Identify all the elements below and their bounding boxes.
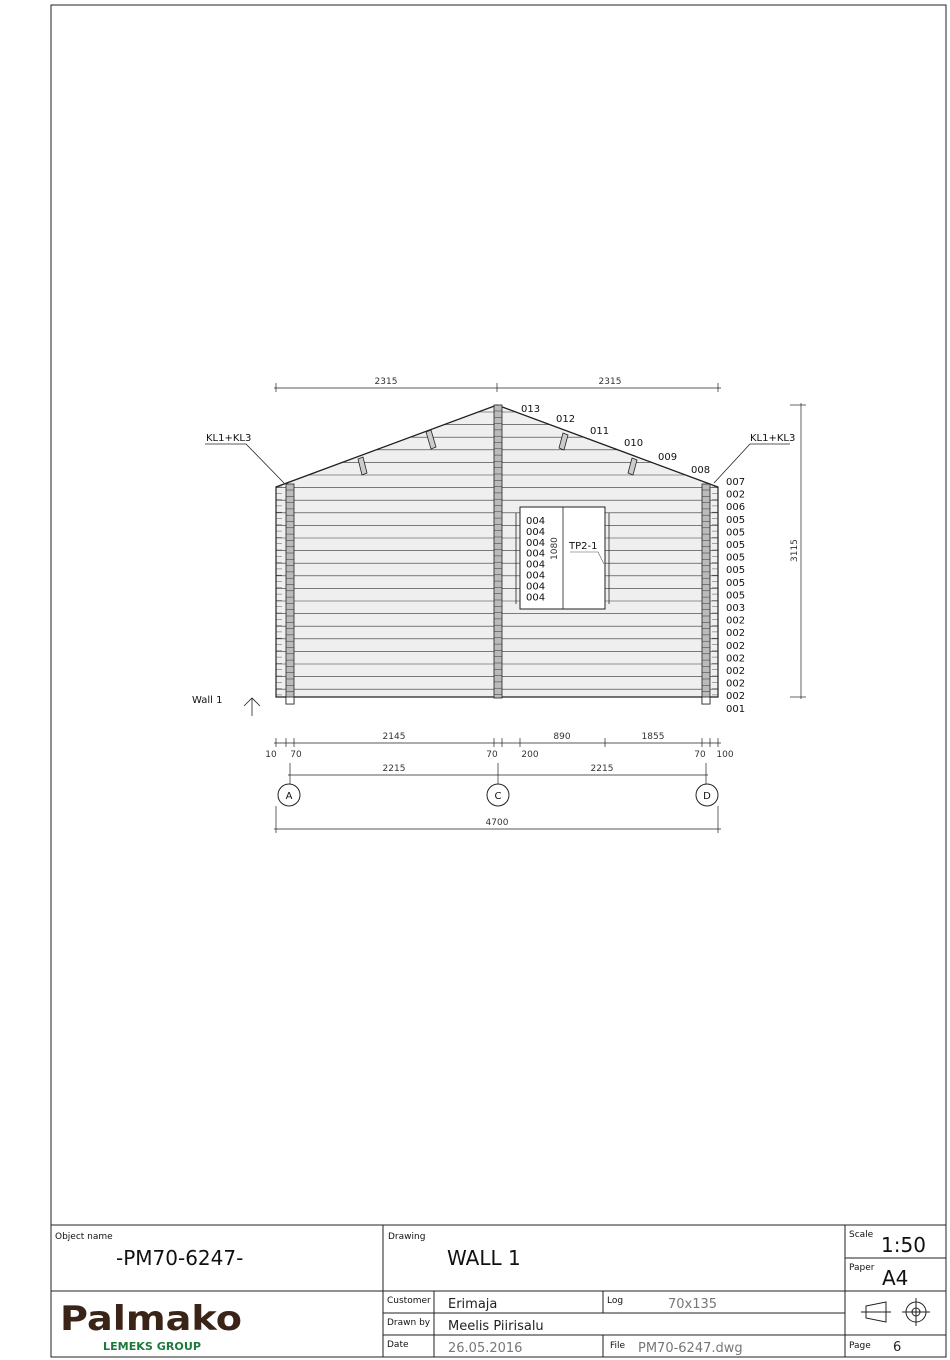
right-log-label: 002 <box>726 615 746 627</box>
dim-2145: 2145 <box>382 732 406 742</box>
file-value: PM70-6247.dwg <box>638 1341 743 1356</box>
company-logo-sub: LEMEKS GROUP <box>103 1340 201 1353</box>
right-log-label: 005 <box>726 590 746 602</box>
dim-1855: 1855 <box>641 732 665 742</box>
right-log-label: 005 <box>726 527 746 539</box>
window-height-dim: 1080 <box>550 537 560 560</box>
right-log-label: 005 <box>726 565 746 577</box>
dim-70-a: 70 <box>290 750 302 760</box>
log-label: Log <box>607 1296 624 1306</box>
dim-top-right: 2315 <box>598 377 622 387</box>
right-log-label: 002 <box>726 640 746 652</box>
post-left <box>286 484 294 704</box>
object-name-value: -PM70-6247- <box>116 1246 244 1270</box>
dim-890: 890 <box>553 732 571 742</box>
kl-label-right: KL1+KL3 <box>750 433 796 444</box>
date-value: 26.05.2016 <box>448 1341 523 1356</box>
right-log-label: 002 <box>726 489 746 501</box>
file-label: File <box>610 1341 626 1351</box>
post-right <box>702 484 710 704</box>
window-log-labels <box>526 516 545 603</box>
gable-log-label: 011 <box>590 426 610 437</box>
dim-height: 3115 <box>790 539 800 562</box>
drawing-value: WALL 1 <box>447 1246 521 1270</box>
window-log-label: 004 <box>526 537 546 549</box>
dim-200: 200 <box>521 750 539 760</box>
gable-log-label: 010 <box>624 438 644 449</box>
dim-10: 10 <box>265 750 277 760</box>
projection-symbol-icon <box>861 1298 930 1326</box>
window-log-label: 004 <box>526 526 546 538</box>
axis-label-d: D <box>703 791 711 802</box>
right-log-labels <box>726 477 745 715</box>
right-log-label: 005 <box>726 514 746 526</box>
gable-log-label: 013 <box>521 404 541 415</box>
page-label: Page <box>849 1341 871 1351</box>
window-log-label: 004 <box>526 548 546 560</box>
scale-value: 1:50 <box>881 1233 926 1257</box>
right-log-label: 003 <box>726 603 746 614</box>
company-logo: Palmako <box>60 1299 242 1339</box>
drawn-by-label: Drawn by <box>387 1318 431 1328</box>
drawn-by-value: Meelis Piirisalu <box>448 1319 544 1334</box>
wall-marker-arrow <box>244 698 260 716</box>
right-log-label: 002 <box>726 691 746 703</box>
right-log-label: 002 <box>726 666 746 677</box>
dim-100: 100 <box>716 750 734 760</box>
right-log-label: 002 <box>726 653 746 665</box>
scale-label: Scale <box>849 1230 874 1240</box>
top-dimension-line <box>274 383 721 392</box>
axis-dimension-line <box>288 763 708 785</box>
window-log-label: 004 <box>526 516 546 527</box>
window-log-label: 004 <box>526 570 546 582</box>
gable-log-label: 009 <box>658 452 678 463</box>
gable-log-label: 008 <box>691 465 711 476</box>
right-log-label: 006 <box>726 502 746 514</box>
axis-label-a: A <box>285 791 293 802</box>
axis-label-c: C <box>494 791 502 802</box>
window-log-label: 004 <box>526 592 546 604</box>
paper-value: A4 <box>882 1266 909 1290</box>
window-log-label: 004 <box>526 581 546 593</box>
right-log-label: 001 <box>726 703 746 715</box>
dim-total: 4700 <box>485 818 509 828</box>
window-label: TP2-1 <box>569 541 598 552</box>
right-log-label: 005 <box>726 540 746 551</box>
dim-70-b: 70 <box>486 750 498 760</box>
dim-axis-left: 2215 <box>382 764 406 774</box>
kl-label-left: KL1+KL3 <box>206 433 252 444</box>
paper-label: Paper <box>849 1263 875 1273</box>
wall-marker-label: Wall 1 <box>192 695 223 706</box>
dim-axis-right: 2215 <box>590 764 614 774</box>
dim-top-left: 2315 <box>374 377 398 387</box>
object-name-label: Object name <box>55 1232 113 1242</box>
wall-elevation <box>276 405 718 704</box>
customer-label: Customer <box>387 1296 431 1306</box>
date-label: Date <box>387 1340 409 1350</box>
right-log-label: 002 <box>726 678 746 690</box>
dim-70-c: 70 <box>694 750 706 760</box>
right-log-label: 007 <box>726 477 746 488</box>
right-log-label: 005 <box>726 552 746 564</box>
page-value: 6 <box>893 1340 902 1355</box>
right-log-label: 005 <box>726 577 746 589</box>
customer-value: Erimaja <box>448 1297 498 1312</box>
drawing-label: Drawing <box>388 1232 426 1242</box>
gable-log-label: 012 <box>556 414 576 425</box>
log-value: 70x135 <box>668 1297 718 1312</box>
window-log-label: 004 <box>526 559 546 571</box>
right-log-label: 002 <box>726 628 746 640</box>
